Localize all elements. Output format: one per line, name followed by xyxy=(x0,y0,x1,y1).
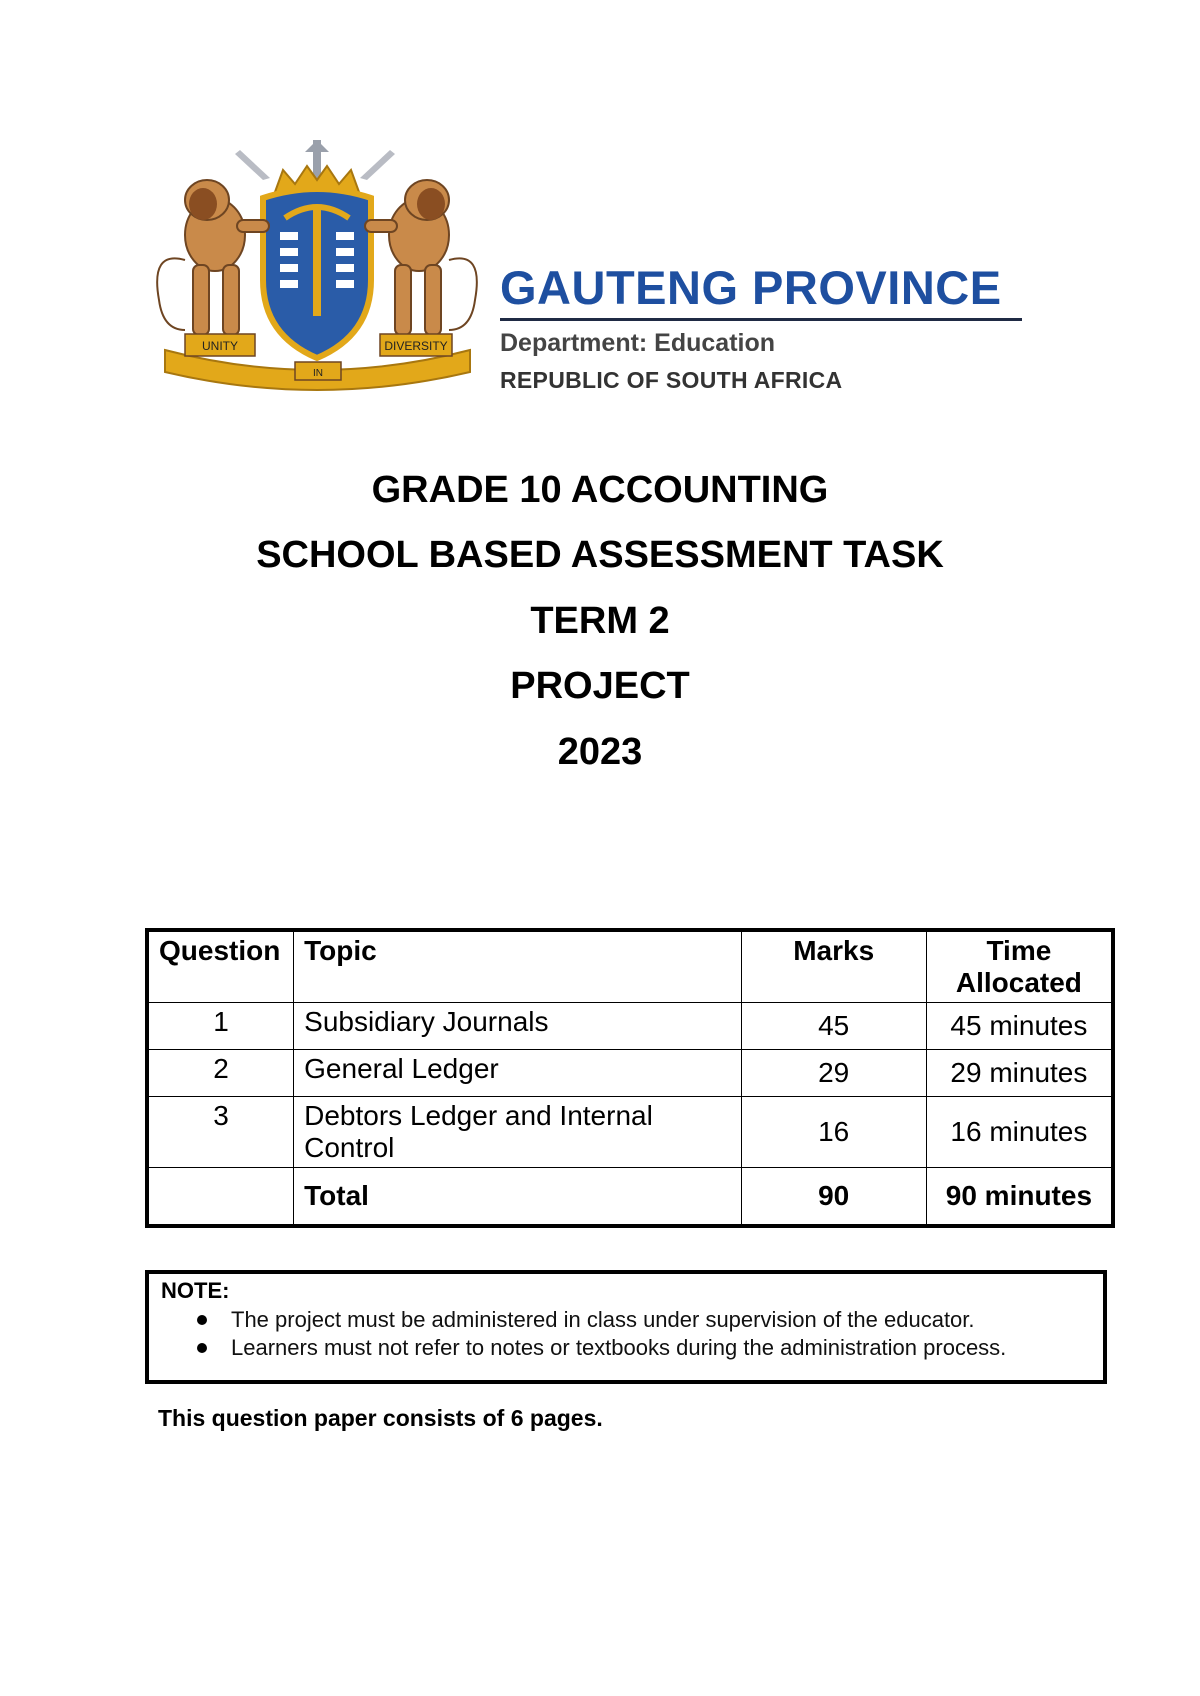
note-text: Learners must not refer to notes or textbooks during the administration process. xyxy=(231,1335,1007,1360)
note-text: The project must be administered in class under supervision of the educator. xyxy=(231,1307,975,1332)
table-row xyxy=(147,1097,1113,1168)
page-count-footer: This question paper consists of 6 pages. xyxy=(158,1405,603,1431)
department-name: Department: Education xyxy=(500,329,776,357)
crest-motto-in: IN xyxy=(313,368,323,379)
list-item xyxy=(197,1306,1103,1334)
title-grade: GRADE 10 ACCOUNTING xyxy=(371,469,829,511)
title-year: 2023 xyxy=(557,731,643,773)
table-row xyxy=(147,1003,1113,1050)
cell-topic: Subsidiary Journals xyxy=(294,1003,741,1050)
cell-topic: Debtors Ledger and Internal Control xyxy=(294,1097,741,1168)
cell-total-label: Total xyxy=(294,1168,741,1227)
coat-of-arms-logo xyxy=(145,140,490,395)
list-item xyxy=(197,1334,1103,1362)
crest-motto-unity: UNITY xyxy=(202,339,238,353)
cell-marks: 16 xyxy=(741,1097,926,1168)
cell-marks: 45 xyxy=(741,1003,926,1050)
cell-total-marks: 90 xyxy=(741,1168,926,1227)
bullet-icon xyxy=(197,1343,207,1353)
bullet-icon xyxy=(197,1315,207,1325)
cell-topic: General Ledger xyxy=(294,1050,741,1097)
cell-total-time: 90 minutes xyxy=(926,1168,1113,1227)
table-total-row xyxy=(147,1168,1113,1227)
country-name: REPUBLIC OF SOUTH AFRICA xyxy=(500,367,843,393)
cell-marks: 29 xyxy=(741,1050,926,1097)
table-header-row xyxy=(147,930,1113,1003)
header-topic: Topic xyxy=(294,930,741,1003)
question-marks-table xyxy=(145,928,1115,1228)
header-marks: Marks xyxy=(741,930,926,1003)
cell-question: 3 xyxy=(147,1097,294,1168)
crest-motto-diversity: DIVERSITY xyxy=(384,339,448,353)
cell-question: 1 xyxy=(147,1003,294,1050)
title-task: SCHOOL BASED ASSESSMENT TASK xyxy=(256,534,944,576)
note-list xyxy=(161,1306,1103,1362)
cell-time: 45 minutes xyxy=(926,1003,1113,1050)
title-term: TERM 2 xyxy=(530,600,670,642)
cell-time: 29 minutes xyxy=(926,1050,1113,1097)
table-row xyxy=(147,1050,1113,1097)
header-question: Question xyxy=(147,930,294,1003)
note-box xyxy=(145,1270,1107,1384)
cell-question-empty xyxy=(147,1168,294,1227)
brand-block xyxy=(500,262,1030,394)
note-label: NOTE: xyxy=(161,1278,230,1303)
cell-question: 2 xyxy=(147,1050,294,1097)
header-time: Time Allocated xyxy=(926,930,1113,1003)
cell-time: 16 minutes xyxy=(926,1097,1113,1168)
province-name: GAUTENG PROVINCE xyxy=(500,261,1002,314)
title-type: PROJECT xyxy=(510,665,690,707)
brand-divider xyxy=(500,318,1022,321)
